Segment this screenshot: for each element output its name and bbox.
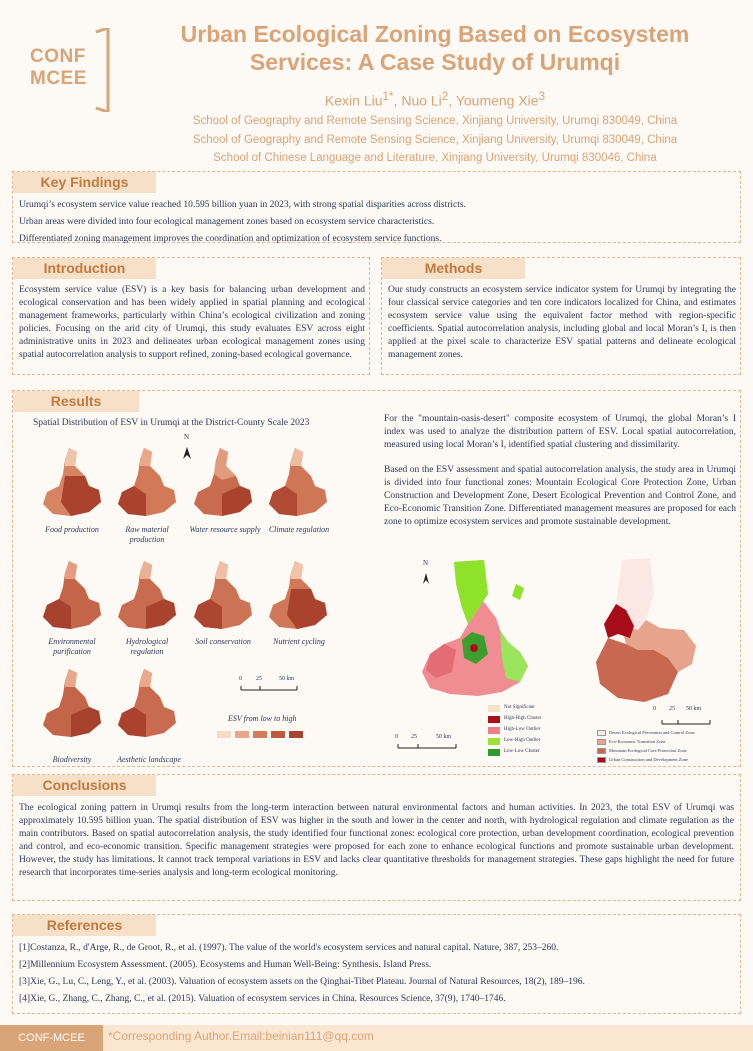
zone-legend-swatch	[597, 730, 606, 736]
logo-bracket-icon	[94, 28, 110, 112]
esv-legend-swatch	[235, 731, 249, 738]
lisa-legend-label: Low-High Outlier	[504, 738, 541, 743]
lisa-legend-swatch	[488, 727, 500, 734]
reference-4: [4]Xie, G., Zhang, C., Zhang, C., et al. (2015). Valuation of ecosystem services in China. Resources Science, 37(9), 1740–1746.	[19, 994, 506, 1004]
functional-zone-map	[588, 554, 708, 714]
zone-legend-label: Eco-Economic Transition Zone	[609, 739, 666, 744]
lisa-legend-swatch	[488, 716, 500, 723]
author-1-sup: 1*	[382, 90, 394, 103]
lisa-legend-swatch	[488, 749, 500, 756]
affiliations	[140, 112, 730, 168]
label-hydrological-regulation: Hydrological regulation	[125, 637, 169, 656]
label-nutrient-cycling: Nutrient cycling	[273, 637, 325, 646]
references-section	[12, 914, 741, 1014]
lisa-scale-50: 50 km	[436, 734, 452, 740]
lisa-legend-label: High-Low Outlier	[504, 727, 541, 732]
key-findings-section	[12, 171, 741, 243]
scale-0: 0	[239, 676, 242, 682]
introduction-section	[12, 257, 370, 375]
logo-line1: CONF	[30, 46, 86, 67]
conclusions-text: The ecological zoning pattern in Urumqi results from the long-term interaction between natural environmental factors and human activities. In 2023, the total ESV of Urumqi was approximately 10.595 billion yuan. The spatial distribution of ESV was higher in the south and lower in the center and north, with hydrological regulation and climate regulation as the main contributors. Based on spatial autocorrelation analysis, the study identified four functional zones: ecological core protection, urban development coordination, ecological prevention and control, and eco-economic transition. Specific management strategies were proposed for each zone to enhance ecological functions and promote sustainable urban development. However, the study has limitations. It cannot track temporal variations in ESV and lacks clear quantitative thresholds for management strategies. These gaps highlight the need for future research that incorporates time-series analysis and long-term ecological monitoring.	[19, 803, 734, 878]
zone-legend-label: Desert Ecological Prevention and Control Zone	[609, 730, 695, 735]
methods-section	[381, 257, 741, 375]
affiliation-1: School of Geography and Remote Sensing Science, Xinjiang University, Urumqi 830049, China	[192, 115, 678, 127]
zone-scale-bar-icon	[660, 718, 712, 726]
conference-logo	[30, 28, 112, 108]
zone-scale-25: 25	[669, 706, 675, 712]
scale-bar-icon	[239, 684, 299, 692]
map-water-supply	[192, 446, 254, 521]
logo-line2: MCEE	[30, 68, 87, 89]
references-heading: References	[13, 915, 156, 936]
label-food-production: Food production	[45, 525, 99, 534]
esv-legend-title: ESV from low to high	[228, 714, 297, 723]
scale-50: 50 km	[279, 676, 295, 682]
footer-conference-label: CONF-MCEE	[0, 1025, 103, 1051]
scale-25: 25	[256, 676, 262, 682]
label-soil-conservation: Soil conservation	[195, 637, 251, 646]
conclusions-section	[12, 774, 741, 901]
zone-legend-swatch	[597, 739, 606, 745]
map-aesthetic-landscape	[116, 667, 178, 742]
zone-legend-swatch	[597, 748, 606, 754]
results-paragraph-1: For the "mountain-oasis-desert" composite ecosystem of Urumqi, the global Moran’s I index was used to analyze the distribution pattern of ESV. Local spatial autocorrelation, measured using local Moran’s I, identified spatial clustering and dissimilarity.	[384, 414, 736, 450]
key-finding-3: Differentiated zoning management improves the coordination and optimization of ecosystem service functions.	[19, 234, 442, 244]
lisa-scale-25: 25	[411, 734, 417, 740]
key-finding-2: Urban areas were divided into four ecological management zones based on ecosystem service characteristics.	[19, 217, 435, 227]
map-climate-regulation	[267, 446, 329, 521]
author-3-sup: 3	[538, 90, 546, 103]
key-finding-1: Urumqi’s ecosystem service value reached 10.595 billion yuan in 2023, with strong spatial disparities across districts.	[19, 200, 466, 210]
author-3: Youmeng Xie	[455, 92, 539, 109]
author-list: Kexin Liu$^{1*}$, Nuo Li$^2$, Youmeng Xie$^3$	[324, 90, 546, 109]
zone-legend-label: Mountain Ecological Core Protection Zone	[609, 748, 687, 753]
lisa-legend-label: High-High Cluster	[504, 716, 542, 721]
map-biodiversity	[41, 667, 103, 742]
map-raw-material	[116, 446, 178, 521]
affiliation-3: School of Chinese Language and Literature, Xinjiang University, Urumqi 830046, China	[213, 152, 657, 164]
lisa-legend-swatch	[488, 705, 500, 712]
esv-legend-swatch	[271, 731, 285, 738]
key-findings-heading: Key Findings	[13, 172, 156, 193]
north-label: N	[184, 433, 190, 441]
author-1: Kexin Liu	[324, 92, 383, 109]
footer-bar	[0, 1025, 753, 1051]
lisa-north-label: N	[423, 559, 429, 567]
esv-legend-swatch	[253, 731, 267, 738]
map-food-production	[41, 446, 103, 521]
map-hydrological-regulation	[116, 559, 178, 634]
zone-scale-0: 0	[653, 706, 656, 712]
conclusions-heading: Conclusions	[13, 775, 156, 796]
esv-legend-swatch	[217, 731, 231, 738]
lisa-legend-label: Low-Low Cluster	[504, 749, 540, 754]
author-2: Nuo Li	[401, 92, 442, 109]
lisa-legend-swatch	[488, 738, 500, 745]
esv-legend-swatch	[289, 731, 303, 738]
zone-scale-50: 50 km	[686, 706, 702, 712]
zone-legend-swatch	[597, 757, 606, 763]
corresponding-author-email: *Corresponding Author.Email:beinian111@qq.com	[108, 1029, 374, 1043]
results-section	[12, 390, 741, 767]
reference-2: [2]Millennium Ecosystem Assessment. (2005). Ecosystems and Human Well-Being: Synthesis. Island Press.	[19, 960, 432, 970]
lisa-legend-label: Not Significant	[504, 705, 535, 710]
lisa-scale-bar-icon	[396, 742, 458, 750]
map-soil-conservation	[192, 559, 254, 634]
label-aesthetic-landscape: Aesthetic landscape	[117, 755, 181, 764]
affiliation-2: School of Geography and Remote Sensing Science, Xinjiang University, Urumqi 830049, China	[192, 133, 678, 146]
lisa-cluster-map	[416, 554, 546, 714]
map-nutrient-cycling	[267, 559, 329, 634]
zone-legend-label: Urban Construction and Development Zone	[609, 757, 688, 762]
methods-text: Our study constructs an ecosystem service indicator system for Urumqi by integrating the four classical service categories and ten core indicators localized for China, and estimates ecosystem service value using the equivalent factor method with region-specific coefficients. Spatial autocorrelation analysis, including global and local Moran’s I, is then applied at the pixel scale to characterize ESV spatial patterns and delineate ecological management zones.	[388, 285, 736, 360]
reference-3: [3]Xie, G., Lu, C., Leng, Y., et al. (2003). Valuation of ecosystem assets on the Qinghai-Tibet Plateau. Journal of Natural Resources, 18(2), 189–196.	[19, 977, 585, 987]
label-raw-material: Raw material production	[125, 525, 169, 544]
author-2-sup: 2	[441, 90, 449, 103]
results-paragraph-2: Based on the ESV assessment and spatial autocorrelation analysis, the study area in Urumqi is divided into four functional zones: Mountain Ecological Core Protection Zone, Urban Construction and Development Zone, Desert Ecological Prevention and Control Zone, and Eco-Economic Transition Zone. Differentiated management measures are proposed for each zone to optimize ecosystem services and promote sustainable development.	[384, 465, 736, 527]
lisa-scale-0: 0	[395, 734, 398, 740]
north-arrow-icon	[182, 441, 192, 461]
reference-1: [1]Costanza, R., d'Arge, R., de Groot, R., et al. (1997). The value of the world's ecosystem services and natural capital. Nature, 387, 253–260.	[19, 943, 559, 953]
label-environmental-purification: Environmental purification	[48, 637, 96, 656]
map-figure-title: Spatial Distribution of ESV in Urumqi at the District-County Scale 2023	[33, 418, 310, 428]
poster-title: Urban Ecological Zoning Based on Ecosystem Services: A Case Study of Urumqi	[180, 21, 690, 75]
results-heading: Results	[13, 391, 139, 412]
label-water-supply: Water resource supply	[189, 525, 261, 534]
label-biodiversity: Biodiversity	[52, 755, 92, 764]
label-climate-regulation: Climate regulation	[268, 525, 330, 534]
introduction-text: Ecosystem service value (ESV) is a key basis for balancing urban development and ecological conservation and has been widely applied in spatial planning and ecological management frameworks, particularly within China’s ecological civilization and zoning policies. Focusing on the arid city of Urumqi, this study evaluates ESV across eight administrative units in 2023 and delineates urban ecological management zones using spatial autocorrelation analysis to support refined, zoning-based ecological governance.	[19, 285, 365, 360]
methods-heading: Methods	[382, 258, 525, 279]
map-environmental-purification	[41, 559, 103, 634]
introduction-heading: Introduction	[13, 258, 156, 279]
